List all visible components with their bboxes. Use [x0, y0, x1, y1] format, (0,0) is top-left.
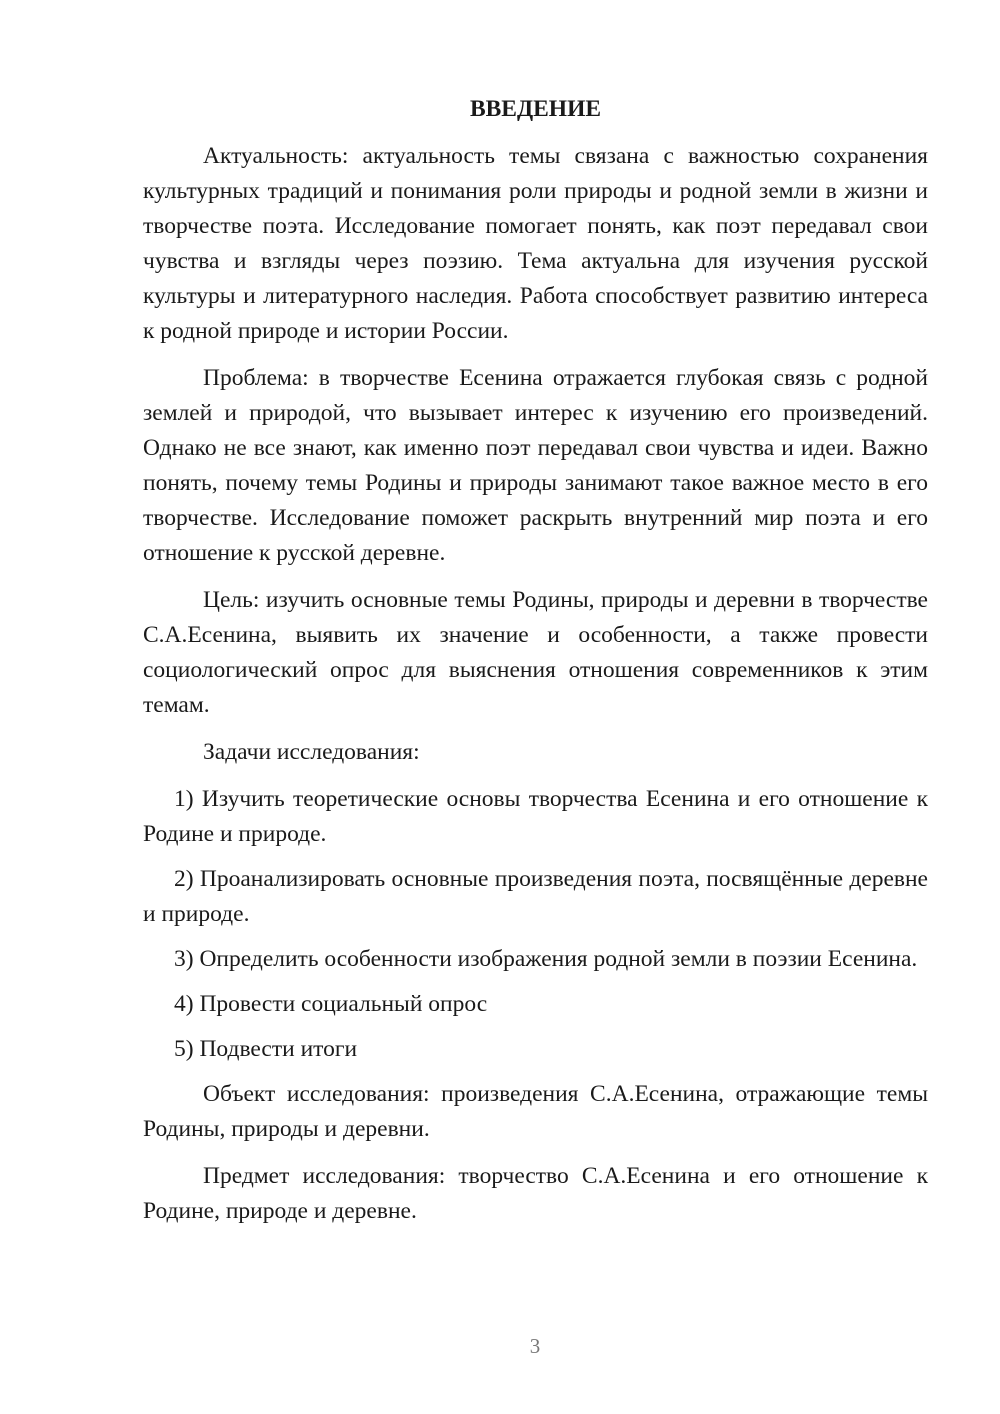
- object-paragraph: Объект исследования: произведения С.А.Есенина, отражающие темы Родины, природы и деревни.: [143, 1081, 928, 1142]
- page-content: [143, 92, 928, 1241]
- page-number: 3: [529, 1334, 541, 1358]
- task-item: 5) Подвести итоги: [174, 1036, 358, 1062]
- task-item: 3) Определить особенности изображения родной земли в поэзии Есенина.: [174, 946, 918, 972]
- task-item: 4) Провести социальный опрос: [174, 991, 488, 1017]
- relevance-paragraph: Актуальность: актуальность темы связана с важностью сохранения культурных традиций и понимания роли природы и родной земли в жизни и творчестве поэта. Исследование помогает понять, как поэт передавал свои чувства и взгляды через поэзию. Тема актуальна для изучения русской культуры и литературного наследия. Работа способствует развитию интереса к родной природе и истории России.: [143, 143, 928, 344]
- subject-paragraph: Предмет исследования: творчество С.А.Есенина и его отношение к Родине, природе и деревне.: [143, 1163, 928, 1224]
- tasks-heading: Задачи исследования:: [203, 739, 420, 765]
- section-title: ВВЕДЕНИЕ: [469, 96, 602, 122]
- goal-paragraph: Цель: изучить основные темы Родины, природы и деревни в творчестве С.А.Есенина, выявить их значение и особенности, а также провести социологический опрос для выяснения отношения современников к этим темам.: [143, 587, 928, 718]
- problem-paragraph: Проблема: в творчестве Есенина отражается глубокая связь с родной землей и природой, что вызывает интерес к изучению его произведений. Однако не все знают, как именно поэт передавал свои чувства и идеи. Важно понять, почему темы Родины и природы занимают такое важное место в его творчестве. Исследование поможет раскрыть внутренний мир поэта и его отношение к русской деревне.: [143, 365, 928, 566]
- task-item: 2) Проанализировать основные произведения поэта, посвящённые деревне и природе.: [143, 866, 928, 927]
- task-item: 1) Изучить теоретические основы творчества Есенина и его отношение к Родине и природе.: [143, 786, 928, 847]
